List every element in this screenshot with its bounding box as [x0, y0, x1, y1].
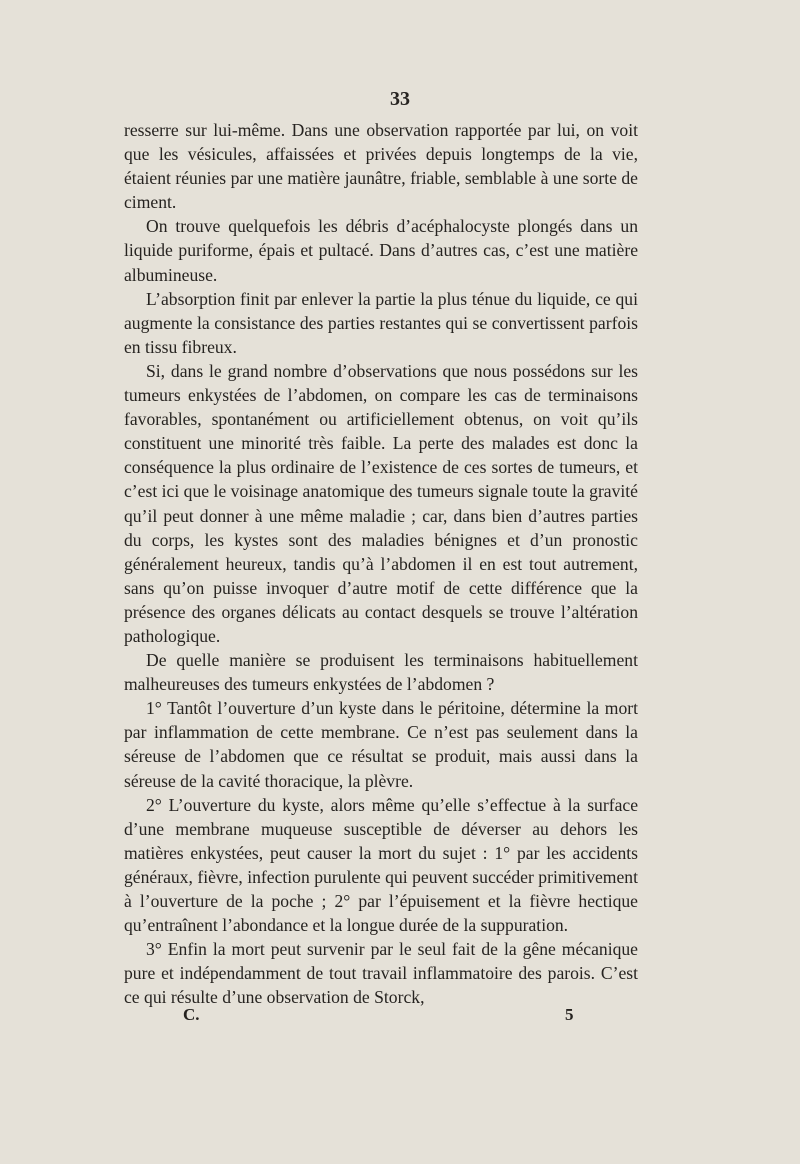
paragraph: 1° Tantôt l’ouverture d’un kyste dans le péritoine, détermine la mort par inflammation de cette membrane. Ce n’est pas seulement dans la séreuse de l’abdomen que ce résultat se produit, mais aussi dans la séreuse de la cavité thoracique, la plèvre. [124, 698, 638, 791]
paragraph: De quelle manière se produisent les terminaisons habituellement malheureuses des tumeurs enkystées de l’abdomen ? [124, 650, 638, 695]
paragraph: On trouve quelquefois les débris d’acéphalocyste plongés dans un liquide puriforme, épais et pultacé. Dans d’autres cas, c’est une matière albumineuse. [124, 216, 638, 285]
page-footer [0, 1005, 800, 1029]
paragraph: L’absorption finit par enlever la partie la plus ténue du liquide, ce qui augmente la consistance des parties restantes qui se convertissent parfois en tissu fibreux. [124, 288, 638, 357]
body-text [124, 118, 638, 1009]
sheet-number: 5 [565, 1005, 574, 1024]
signature-mark: C. [183, 1005, 200, 1024]
page-number: 33 [390, 88, 410, 110]
paragraph: 2° L’ouverture du kyste, alors même qu’elle s’effectue à la surface d’une membrane muqueuse susceptible de déverser au dehors les matières enkystées, peut causer la mort du sujet : 1° par les accidents généraux, fièvre, infection purulente qui peuvent succéder primitivement à l’ouverture de la poche ; 2° par l’épuisement et la fièvre hectique qu’entraînent l’abondance et la longue durée de la suppuration. [124, 794, 638, 936]
paragraph: 3° Enfin la mort peut survenir par le seul fait de la gêne mécanique pure et indépendamment de tout travail inflammatoire des parois. C’est ce qui résulte d’une observation de Storck, [124, 939, 638, 1008]
paragraph: Si, dans le grand nombre d’observations que nous possédons sur les tumeurs enkystées de l’abdomen, on compare les cas de terminaisons favorables, spontanément ou artificiellement obtenus, on voit qu’ils constituent une minorité très faible. La perte des malades est donc la conséquence la plus ordinaire de l’existence de ces sortes de tumeurs, et c’est ici que le voisinage anatomique des tumeurs signale toute la gravité qu’il peut donner à une même maladie ; car, dans bien d’autres parties du corps, les kystes sont des maladies bénignes et d’un pronostic généralement heureux, tandis qu’à l’abdomen il en est tout autrement, sans qu’on puisse invoquer d’autre motif de cette différence que la présence des organes délicats au contact desquels se trouve l’altération pathologique. [124, 360, 638, 646]
paragraph: resserre sur lui-même. Dans une observation rapportée par lui, on voit que les vésicules, affaissées et privées depuis longtemps de la vie, étaient réunies par une matière jaunâtre, friable, semblable à une sorte de ciment. [124, 120, 638, 213]
